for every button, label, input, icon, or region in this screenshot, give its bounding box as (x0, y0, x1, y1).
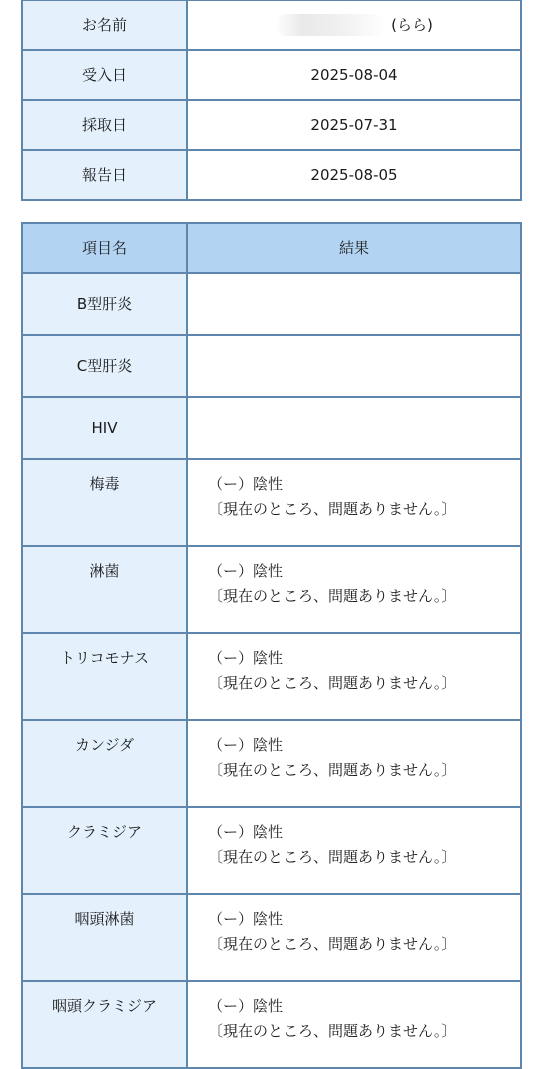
name-value (187, 0, 521, 50)
test-item-name: 咽頭淋菌 (22, 894, 187, 981)
result-header: 結果 (187, 223, 521, 273)
test-result (187, 981, 521, 1068)
table-row (22, 335, 521, 397)
report-date-label: 報告日 (22, 150, 187, 200)
test-item-name: B型肝炎 (22, 273, 187, 335)
collected-date-label: 採取日 (22, 100, 187, 150)
results-header-row (22, 223, 521, 273)
collected-date-row (22, 100, 521, 150)
table-row (22, 807, 521, 894)
table-row (22, 459, 521, 546)
received-date-value: 2025-08-04 (187, 50, 521, 100)
result-note: 〔現在のところ、問題ありません。〕 (208, 500, 457, 518)
patient-info-table (21, 0, 522, 201)
table-row (22, 546, 521, 633)
test-result (187, 633, 521, 720)
test-result (187, 720, 521, 807)
test-item-name: カンジダ (22, 720, 187, 807)
table-row (22, 981, 521, 1068)
test-result (187, 807, 521, 894)
test-item-name: HIV (22, 397, 187, 459)
result-status: （ー）陰性 (208, 997, 284, 1015)
test-result (187, 894, 521, 981)
received-date-row (22, 50, 521, 100)
result-note: 〔現在のところ、問題ありません。〕 (208, 935, 457, 953)
test-result (187, 397, 521, 459)
test-result (187, 335, 521, 397)
test-results-table (21, 222, 522, 1069)
result-note: 〔現在のところ、問題ありません。〕 (208, 848, 457, 866)
result-status: （ー）陰性 (208, 910, 284, 928)
table-row (22, 894, 521, 981)
name-row (22, 0, 521, 50)
test-item-name: クラミジア (22, 807, 187, 894)
result-note: 〔現在のところ、問題ありません。〕 (208, 761, 457, 779)
table-row (22, 720, 521, 807)
result-note: 〔現在のところ、問題ありません。〕 (208, 587, 457, 605)
collected-date-value: 2025-07-31 (187, 100, 521, 150)
test-item-name: C型肝炎 (22, 335, 187, 397)
test-item-name: 淋菌 (22, 546, 187, 633)
redacted-name (275, 14, 385, 36)
item-name-header: 項目名 (22, 223, 187, 273)
test-item-name: 咽頭クラミジア (22, 981, 187, 1068)
test-item-name: 梅毒 (22, 459, 187, 546)
result-note: 〔現在のところ、問題ありません。〕 (208, 674, 457, 692)
table-row (22, 633, 521, 720)
result-status: （ー）陰性 (208, 823, 284, 841)
result-status: （ー）陰性 (208, 475, 284, 493)
received-date-label: 受入日 (22, 50, 187, 100)
result-status: （ー）陰性 (208, 649, 284, 667)
name-label: お名前 (22, 0, 187, 50)
report-date-row (22, 150, 521, 200)
table-row (22, 397, 521, 459)
result-status: （ー）陰性 (208, 736, 284, 754)
test-result (187, 273, 521, 335)
name-suffix: (らら) (391, 15, 433, 34)
report-date-value: 2025-08-05 (187, 150, 521, 200)
test-result (187, 546, 521, 633)
test-result (187, 459, 521, 546)
test-item-name: トリコモナス (22, 633, 187, 720)
result-status: （ー）陰性 (208, 562, 284, 580)
table-row (22, 273, 521, 335)
result-note: 〔現在のところ、問題ありません。〕 (208, 1022, 457, 1040)
